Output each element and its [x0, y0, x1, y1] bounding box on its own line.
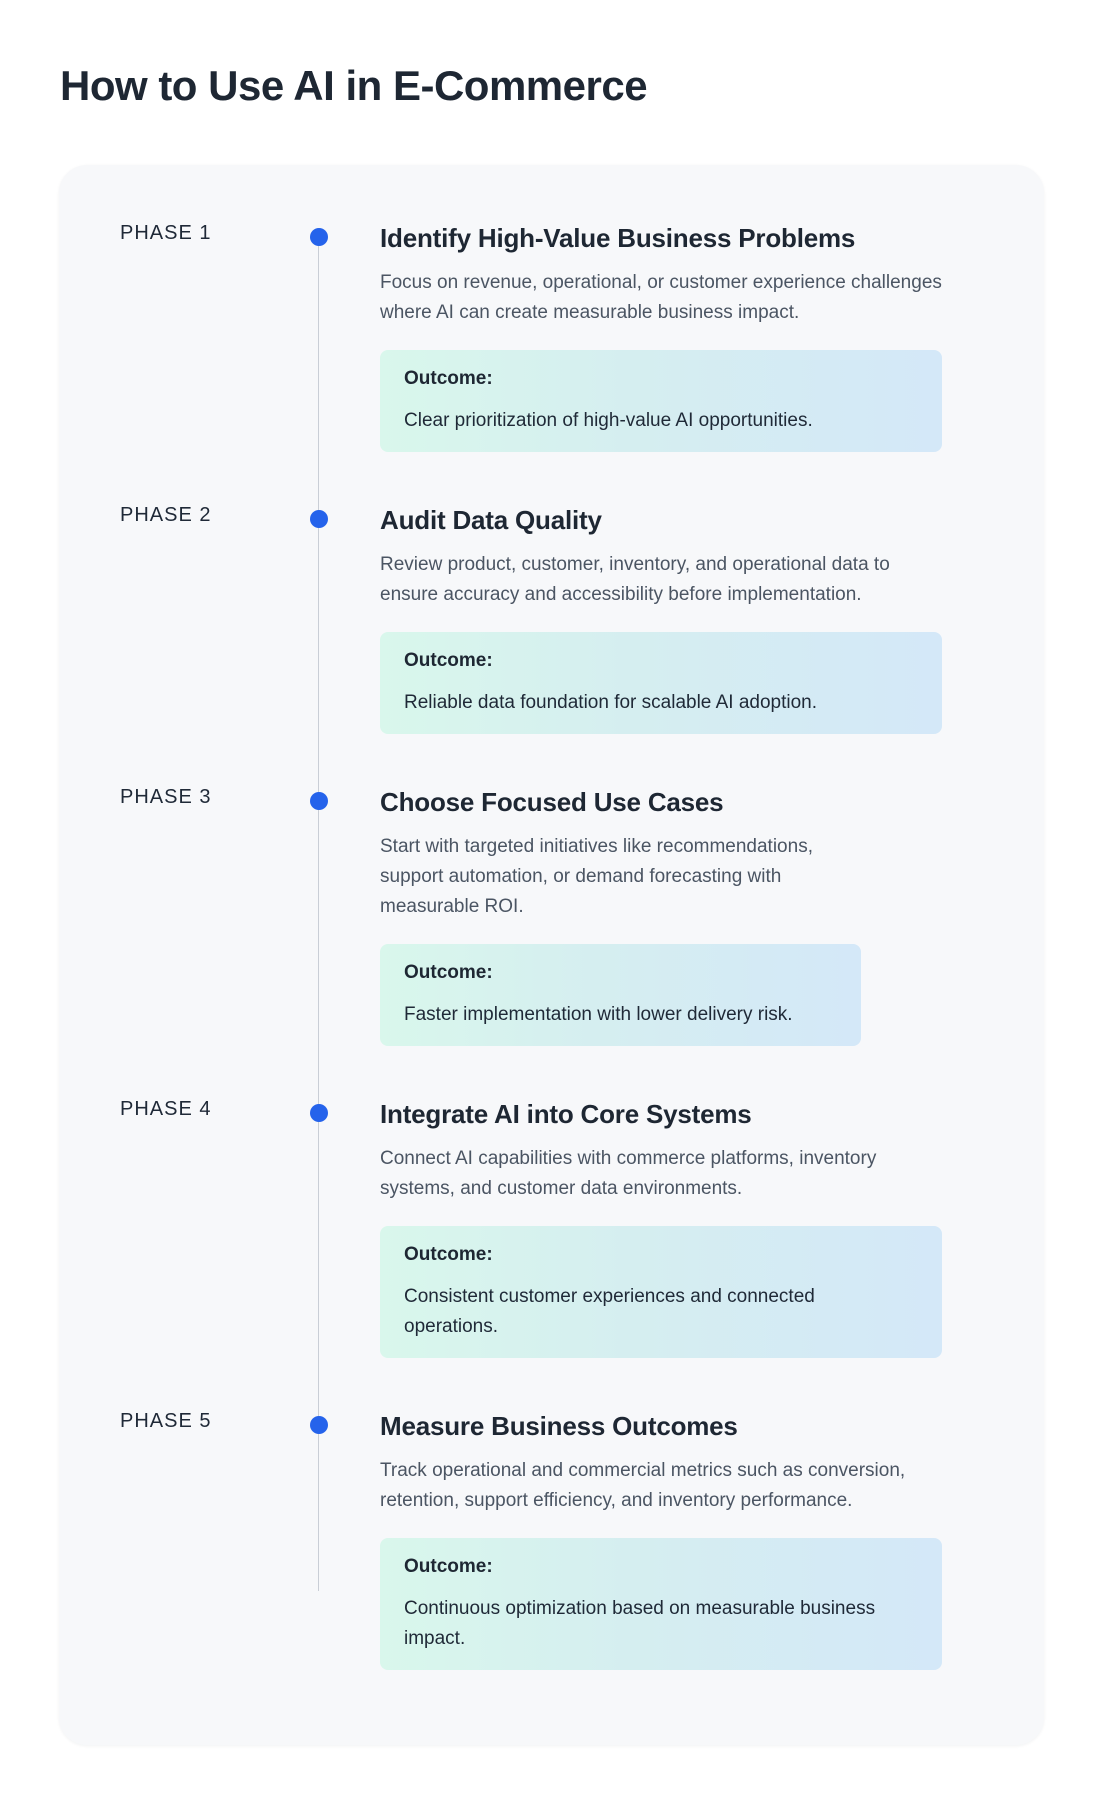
timeline-dot-icon: [310, 510, 328, 528]
timeline-dot-icon: [310, 228, 328, 246]
outcome-box: [380, 1226, 942, 1358]
phase-description: Start with targeted initiatives like recommendations, support automation, or demand forecasting with measurable ROI.: [380, 836, 813, 917]
phase-body: [380, 222, 950, 452]
outcome-text: Continuous optimization based on measurable business impact.: [404, 1598, 876, 1649]
phase-body: [380, 504, 950, 734]
outcome-box: [380, 632, 942, 734]
phase-label: PHASE 4: [120, 1098, 212, 1120]
phase-description: Connect AI capabilities with commerce platforms, inventory systems, and customer data environments.: [380, 1148, 877, 1199]
outcome-box: [380, 1538, 942, 1670]
outcome-label: Outcome:: [404, 962, 493, 983]
phase-label: PHASE 2: [120, 504, 212, 526]
outcome-text: Faster implementation with lower delivery risk.: [404, 1004, 793, 1025]
outcome-label: Outcome:: [404, 650, 493, 671]
timeline-dot-icon: [310, 1416, 328, 1434]
phase-label: PHASE 1: [120, 222, 212, 244]
outcome-label: Outcome:: [404, 1556, 493, 1577]
phase-title: Measure Business Outcomes: [380, 1411, 738, 1441]
page-title: How to Use AI in E-Commerce: [60, 62, 648, 109]
phase-description: Track operational and commercial metrics such as conversion, retention, support efficiency, and inventory performance.: [380, 1460, 906, 1511]
phase-body: [380, 1410, 942, 1670]
outcome-label: Outcome:: [404, 368, 493, 389]
phase-title: Identify High-Value Business Problems: [380, 223, 856, 253]
phase-title: Audit Data Quality: [380, 505, 602, 535]
outcome-box: [380, 944, 861, 1046]
timeline-line: [318, 241, 319, 1591]
timeline-dot-icon: [310, 792, 328, 810]
timeline-card: [59, 165, 1044, 1745]
phase-title: Integrate AI into Core Systems: [380, 1099, 752, 1129]
phase-body: [380, 786, 880, 1046]
phase-label: PHASE 5: [120, 1410, 212, 1432]
outcome-text: Reliable data foundation for scalable AI adoption.: [404, 692, 818, 713]
phase-description: Review product, customer, inventory, and operational data to ensure accuracy and accessibility before implementation.: [380, 554, 890, 605]
phase-body: [380, 1098, 950, 1358]
outcome-text: Consistent customer experiences and connected operations.: [404, 1286, 815, 1337]
phase-description: Focus on revenue, operational, or customer experience challenges where AI can create measurable business impact.: [380, 272, 942, 323]
timeline-dot-icon: [310, 1104, 328, 1122]
outcome-text: Clear prioritization of high-value AI opportunities.: [404, 410, 813, 431]
phase-label: PHASE 3: [120, 786, 212, 808]
phase-title: Choose Focused Use Cases: [380, 787, 724, 817]
outcome-box: [380, 350, 942, 452]
outcome-label: Outcome:: [404, 1244, 493, 1265]
